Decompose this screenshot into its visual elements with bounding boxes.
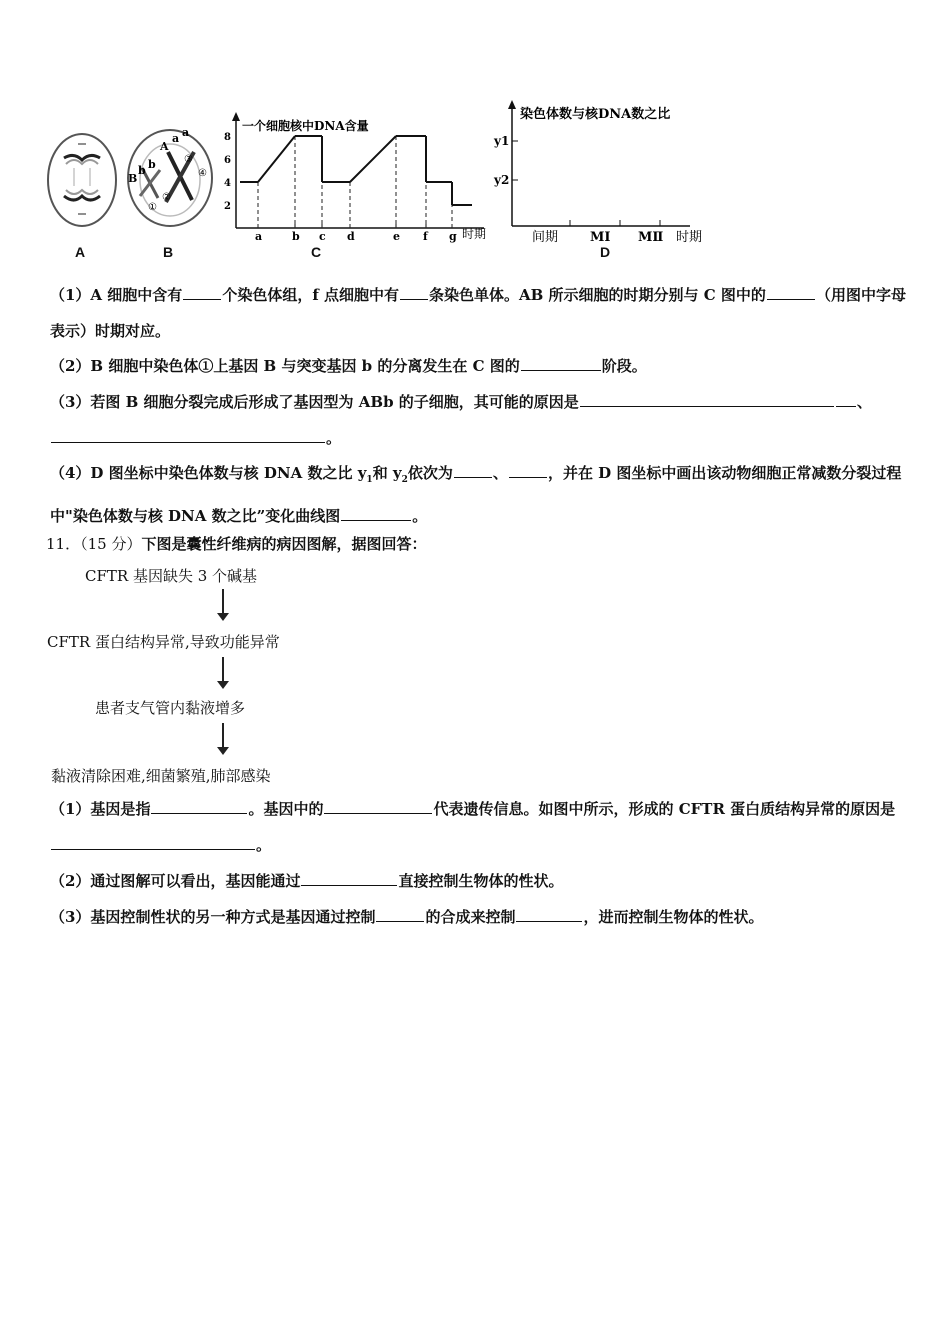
c-ytick-6: 6 (224, 155, 231, 166)
c-segment-1 (258, 136, 295, 182)
q11-part3: （3）基因控制性状的另一种方式是基因通过控制 的合成来控制 ，进而控制生物体的性状。 (50, 899, 910, 935)
q11-heading (46, 526, 906, 562)
answer-blank[interactable] (324, 795, 432, 814)
answer-blank[interactable] (400, 281, 428, 300)
c-ytick-4: 4 (224, 178, 231, 189)
answer-blank[interactable] (151, 795, 247, 814)
flow-arrowhead-2 (217, 681, 229, 689)
answer-blank[interactable] (580, 388, 834, 407)
q10-part4: （4）D 图坐标中染色体数与核 DNA 数之比 $y_1$和 $y_2$依次为 、 ，并在 D 图坐标中画出该动物细胞正常减数分裂过程中"染色体数与核 DNA 数之比”变化曲线图 。 (50, 455, 910, 534)
d-ytick-y1: y1 (494, 134, 510, 148)
cell-b-diagram (124, 124, 216, 229)
flow-arrow-3 (222, 723, 224, 749)
figure-c-chart (222, 110, 498, 248)
q11-part1: （1）基因是指 。基因中的 代表遗传信息。如图中所示，形成的 CFTR 蛋白质结构异常的原因是。 (50, 791, 910, 863)
d-y-axis-arrow (508, 100, 516, 109)
allele-A: A (160, 140, 169, 153)
allele-b1: b (138, 164, 146, 177)
chart-d-ylabel: 染色体数与核DNA数之比 (520, 107, 671, 122)
flow-step-1: CFTR 基因缺失 3 个碱基 (85, 567, 258, 585)
c-xtick-a: a (255, 230, 263, 243)
c-xtick-g: g (449, 230, 457, 243)
answer-blank[interactable] (836, 388, 856, 407)
cell-a-diagram (44, 130, 120, 230)
c-xtick-d: d (347, 230, 355, 243)
flow-arrowhead-3 (217, 747, 229, 755)
c-xtick-c: c (319, 230, 326, 243)
q10-part3: （3）若图 B 细胞分裂完成后形成了基因型为 ABb 的子细胞，其可能的原因是 、。 (50, 384, 910, 456)
answer-blank[interactable] (767, 281, 815, 300)
flow-arrow-1 (222, 589, 224, 615)
flow-arrow-2 (222, 657, 224, 683)
y-axis-arrow (232, 112, 240, 121)
q11-title: 下图是囊性纤维病的病因图解，据图回答： (141, 535, 427, 553)
marker-4: ④ (198, 168, 207, 179)
flow-step-2: CFTR 蛋白结构异常,导致功能异常 (47, 633, 280, 651)
c-segment-5 (350, 136, 396, 182)
d-xlabel-period: 时期 (676, 230, 703, 245)
figure-a (44, 130, 120, 230)
c-xtick-e: e (393, 230, 400, 243)
chart-c-ylabel: 一个细胞核中DNA含量 (242, 119, 369, 133)
d-xlabel-m2: MⅡ (638, 230, 664, 245)
q11-score: （15 分） (80, 535, 142, 553)
answer-blank[interactable] (51, 424, 325, 443)
allele-a2: a (182, 126, 190, 139)
allele-b2: b (148, 158, 156, 171)
answer-blank[interactable] (183, 281, 221, 300)
q11-part2: （2）通过图解可以看出，基因能通过 直接控制生物体的性状。 (50, 863, 910, 899)
answer-blank[interactable] (521, 352, 601, 371)
d-ytick-y2: y2 (494, 173, 510, 187)
answer-blank[interactable] (341, 502, 411, 521)
answer-blank[interactable] (51, 831, 255, 850)
figure-d-label: D (600, 244, 611, 260)
marker-1: ① (148, 202, 157, 213)
allele-B: B (128, 172, 138, 185)
figure-d-chart (490, 98, 715, 248)
ratio-chart (490, 98, 715, 248)
q10-part1: （1）A 细胞中含有 个染色体组，f 点细胞中有 条染色单体。AB 所示细胞的时期分别与 C 图中的 （用图中字母表示）时期对应。 (50, 277, 910, 349)
d-xlabel-m1: MⅠ (590, 230, 611, 245)
c-xtick-f: f (423, 230, 428, 243)
cftr-flowchart (47, 563, 317, 793)
answer-blank[interactable] (516, 903, 582, 922)
c-xtick-b: b (292, 230, 300, 243)
figure-b (124, 124, 216, 229)
answer-blank[interactable] (376, 903, 424, 922)
figure-b-label: B (163, 244, 174, 260)
allele-a1: a (172, 132, 180, 145)
answer-blank[interactable] (454, 459, 492, 478)
q11-number: 11． (46, 535, 81, 553)
dna-content-chart (222, 110, 498, 248)
q10-part2: （2）B 细胞中染色体①上基因 B 与突变基因 b 的分离发生在 C 图的 阶段。 (50, 348, 910, 384)
marker-2: ② (162, 192, 171, 203)
answer-blank[interactable] (509, 459, 547, 478)
flow-step-3: 患者支气管内黏液增多 (95, 699, 246, 717)
figure-a-label: A (75, 244, 86, 260)
marker-3: ③ (184, 154, 193, 165)
d-xlabel-interphase: 间期 (532, 230, 559, 245)
flow-step-4: 黏液清除困难,细菌繁殖,肺部感染 (51, 767, 271, 785)
flow-arrowhead-1 (217, 613, 229, 621)
c-ytick-8: 8 (224, 132, 231, 143)
answer-blank[interactable] (301, 867, 397, 886)
chart-c-xlabel: 时期 (462, 227, 487, 241)
figure-c-label: C (311, 244, 322, 260)
c-ytick-2: 2 (224, 201, 231, 212)
